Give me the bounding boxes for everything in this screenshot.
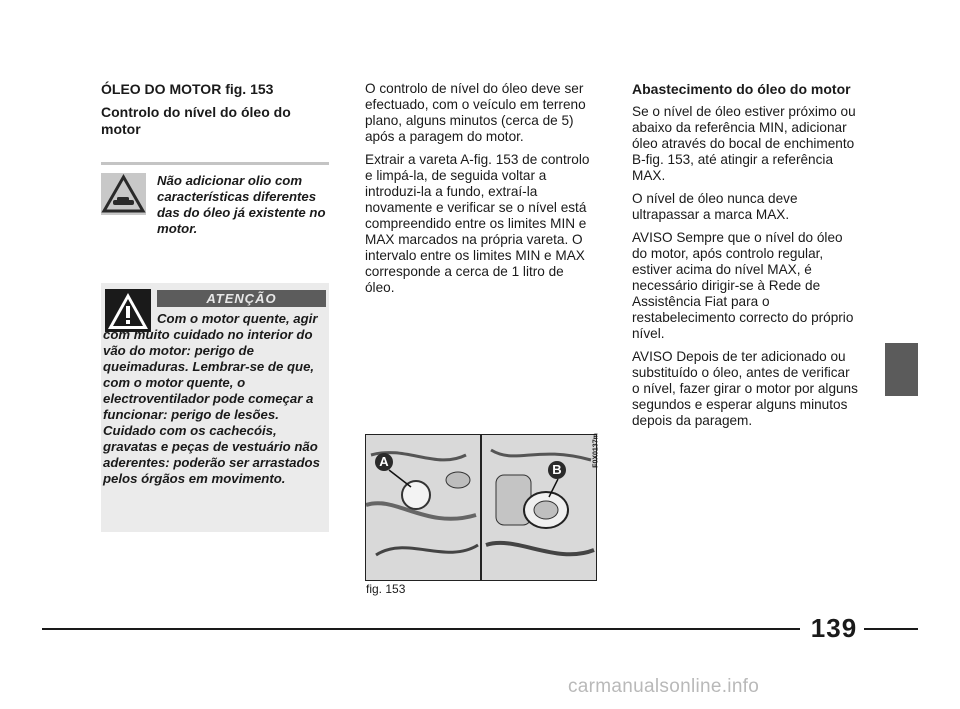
figure-code — [589, 432, 603, 477]
note-body: Não adicionar olio com características diferentes das do óleo já existente no motor. — [157, 173, 326, 236]
section-title: Abastecimento do óleo do motor — [632, 81, 851, 97]
warning-text: Com o motor quente, agir com muito cuidado no interior do vão do motor: perigo de queimaduras. Lembrar-se de que, com o motor quente, o electroventilador pode começar a funcionar: perigo de lesões. Cuidado com os cachecóis, gravatas e peças de vestuário não aderentes: poderão ser arrastados pelos órgãos em movimento. — [103, 311, 320, 486]
paragraph: AVISO Depois de ter adicionado ou substituído o óleo, antes de verificar o nível, fazer girar o motor por alguns segundos e esperar alguns minutos depois da paragem. — [632, 349, 858, 428]
label-a: A — [375, 453, 393, 471]
figure-caption: fig. 153 — [366, 582, 406, 596]
chapter-tab — [885, 343, 918, 396]
paragraph: O nível de óleo nunca deve ultrapassar a marca MAX. — [632, 191, 798, 222]
footer-rule-right — [864, 628, 918, 630]
column-right — [632, 81, 860, 436]
page-number: 139 — [810, 613, 858, 643]
footer-rule-left — [42, 628, 800, 630]
section-subtitle: Controlo do nível do óleo do motor — [101, 104, 291, 137]
note-text — [157, 173, 329, 237]
column-left — [101, 81, 331, 144]
divider — [101, 162, 329, 165]
warning-box — [101, 283, 329, 532]
warning-label: ATENÇÃO — [157, 290, 326, 307]
figure-code-text: F0X0137m — [592, 433, 600, 468]
watermark: carmanualsonline.info — [568, 676, 760, 697]
paragraph: Extrair a vareta A-fig. 153 de controlo e limpá-la, de seguida voltar a introduzi-la a fundo, extraí-la novamente e verificar se o nível está compreendido entre os limites MIN e MAX marcados na própria vareta. O intervalo entre os limites MIN e MAX corresponde a cerca de 1 litro de óleo. — [365, 152, 590, 295]
section-title: ÓLEO DO MOTOR fig. 153 — [101, 81, 274, 97]
column-middle — [365, 81, 595, 303]
paragraph: O controlo de nível do óleo deve ser efectuado, com o veículo em terreno plano, alguns minutos (cerca de 5) após a paragem do motor. — [365, 81, 586, 144]
engine-photo — [365, 434, 597, 581]
label-b: B — [548, 461, 566, 479]
paragraph: AVISO Sempre que o nível do óleo do motor, após controlo regular, estiver acima do nível MAX, é necessário dirigir-se à Rede de Assistência Fiat para o restabelecimento correcto do próprio nível. — [632, 230, 854, 341]
paragraph: Se o nível de óleo estiver próximo ou abaixo da referência MIN, adicionar óleo através do bocal de enchimento B-fig. 153, até atingir a referência MAX. — [632, 104, 856, 183]
car-warning-icon — [101, 173, 146, 215]
